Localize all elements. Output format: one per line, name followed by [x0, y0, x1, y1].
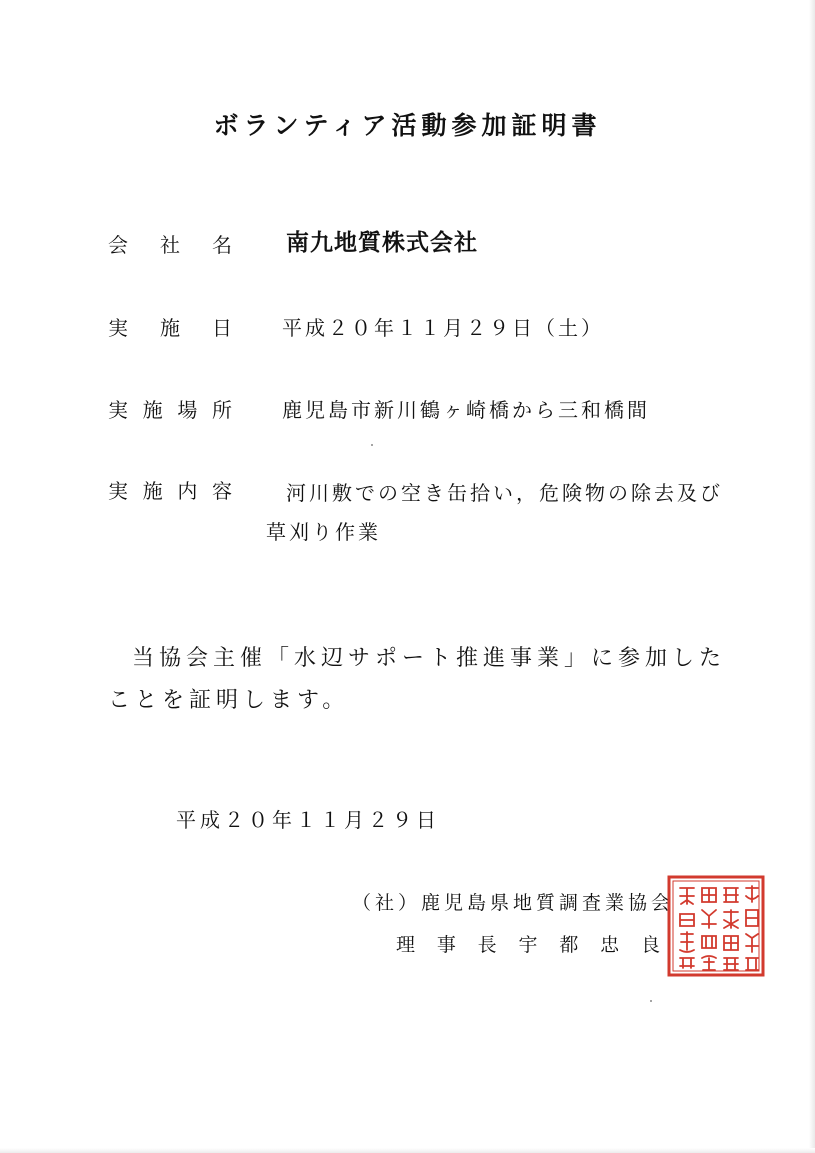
issuer-organization: （社）鹿児島県地質調査業協会 — [352, 892, 675, 914]
field-label-place: 実施場所 — [108, 398, 232, 422]
issue-date: 平成２０年１１月２９日 — [176, 808, 440, 832]
official-seal-stamp — [666, 874, 766, 978]
page-edge-bottom — [0, 1148, 815, 1153]
field-value-company: 南九地質株式会社 — [286, 229, 478, 256]
field-label-content: 実施内容 — [108, 479, 232, 503]
scan-speck — [650, 1000, 652, 1002]
field-value-place: 鹿児島市新川鶴ヶ崎橋から三和橋間 — [282, 398, 650, 422]
document-title: ボランティア活動参加証明書 — [213, 111, 602, 140]
scan-speck — [371, 444, 373, 446]
field-label-date: 実施日 — [108, 316, 232, 340]
field-label-company: 会社名 — [108, 233, 232, 257]
page-edge-right — [809, 0, 815, 1153]
field-value-date: 平成２０年１１月２９日（土） — [282, 316, 604, 340]
field-value-content-line2: 草刈り作業 — [266, 520, 381, 544]
field-value-content-line1: 河川敷での空き缶拾い，危険物の除去及び — [286, 481, 723, 505]
issuer-representative: 理事長宇都忠良 — [396, 934, 660, 956]
certification-text: 当協会主催「水辺サポート推進事業」に参加したことを証明します。 — [108, 646, 727, 713]
